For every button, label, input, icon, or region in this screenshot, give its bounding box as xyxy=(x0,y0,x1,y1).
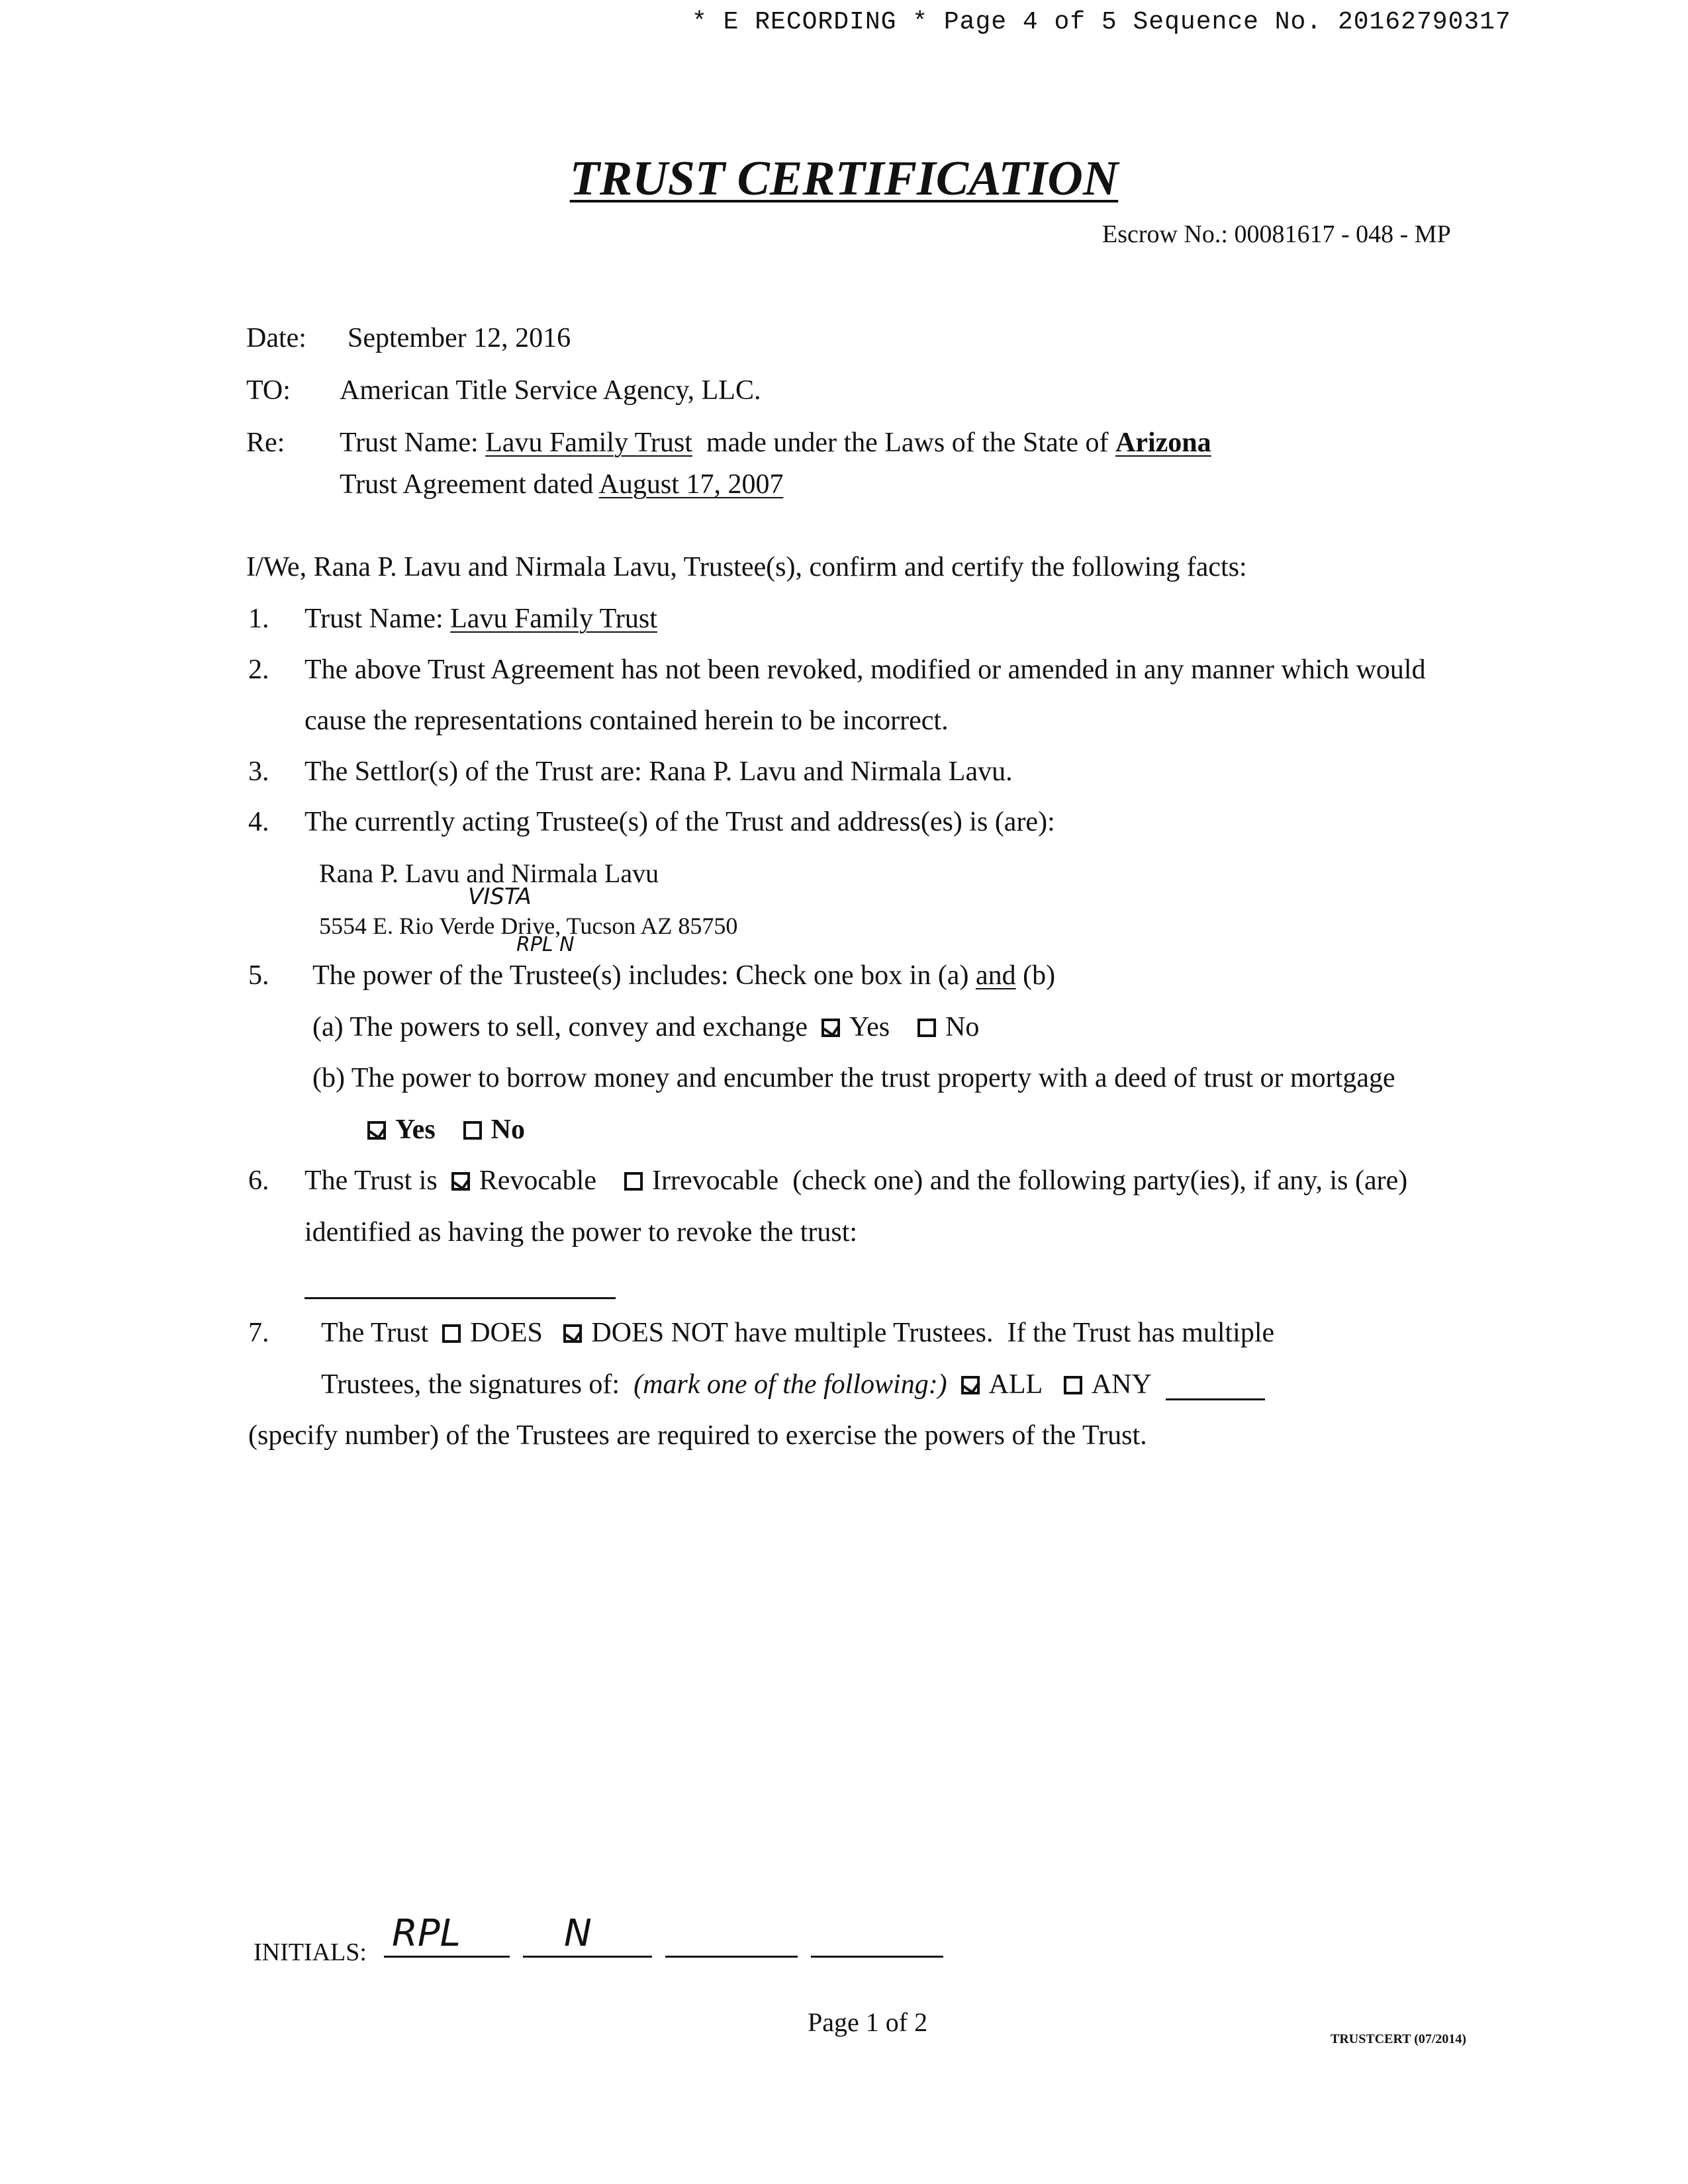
item-5a-label: (a) xyxy=(312,1012,344,1042)
trustee-address: 5554 E. Rio Verde Drive, Tucson AZ 85750 xyxy=(319,913,738,939)
no-label: No xyxy=(945,1012,980,1042)
item-7-prefix: The Trust xyxy=(321,1318,429,1348)
date-label: Date: xyxy=(246,323,306,353)
item-5a-no-checkbox[interactable] xyxy=(917,1019,936,1037)
intro-statement: I/We, Rana P. Lavu and Nirmala Lavu, Trustee(s), confirm and certify the following facts: xyxy=(246,552,1247,582)
trustee-names: Rana P. Lavu and Nirmala Lavu xyxy=(319,858,659,888)
revoke-party-blank[interactable] xyxy=(305,1287,616,1299)
form-code: TRUSTCERT (07/2014) xyxy=(1331,2032,1467,2046)
item-5a-yes-checkbox[interactable] xyxy=(821,1019,840,1037)
irrevocable-label: Irrevocable xyxy=(651,1165,779,1196)
item-6-prefix: The Trust is xyxy=(305,1165,438,1196)
item-5b-yes-checkbox[interactable] xyxy=(367,1121,386,1140)
initial-field-3[interactable] xyxy=(665,1916,798,1958)
re-trust-name: Lavu Family Trust xyxy=(485,428,692,458)
re-agreement-date: August 17, 2007 xyxy=(598,469,784,500)
item-5b-label: (b) xyxy=(312,1063,345,1093)
re-line-1 xyxy=(340,427,1211,459)
escrow-label: Escrow No.: xyxy=(1102,220,1228,248)
initial-field-1[interactable] xyxy=(384,1912,510,1958)
re-label: Re: xyxy=(246,428,285,458)
any-number-blank[interactable] xyxy=(1166,1379,1265,1400)
to-value: American Title Service Agency, LLC. xyxy=(340,375,761,406)
item-number: 2. xyxy=(248,655,269,685)
revocable-checkbox[interactable] xyxy=(451,1172,470,1191)
item-number: 4. xyxy=(248,807,269,837)
initial-field-4[interactable] xyxy=(811,1916,943,1958)
item-number: 7. xyxy=(248,1318,269,1348)
does-not-label: DOES NOT have multiple Trustees. xyxy=(591,1318,994,1348)
re-trust-name-label: Trust Name: xyxy=(340,428,479,458)
initial-2-handwritten: N xyxy=(564,1912,592,1955)
item-number: 6. xyxy=(248,1165,269,1196)
escrow-value: 00081617 - 048 - MP xyxy=(1234,220,1451,248)
revocable-label: Revocable xyxy=(479,1165,596,1196)
item-2-line-1: The above Trust Agreement has not been revoked, modified or amended in any manner which would xyxy=(305,655,1426,685)
re-agreement-label: Trust Agreement dated xyxy=(340,469,594,500)
re-laws-text: made under the Laws of the State of xyxy=(706,428,1109,458)
item-5b-text: The power to borrow money and encumber the trust property with a deed of trust or mortgage xyxy=(351,1063,1395,1093)
item-number: 5. xyxy=(248,960,269,991)
item-5-suffix: (b) xyxy=(1023,960,1056,991)
item-7-suffix: If the Trust has multiple xyxy=(1007,1318,1275,1348)
does-checkbox[interactable] xyxy=(442,1324,461,1343)
does-label: DOES xyxy=(470,1318,543,1348)
initial-field-2[interactable] xyxy=(523,1912,652,1958)
item-2-line-2: cause the representations contained herein to be incorrect. xyxy=(305,705,949,736)
item-5b xyxy=(312,1062,1395,1094)
no-label: No xyxy=(491,1115,526,1145)
initial-1-handwritten: RPL xyxy=(392,1912,461,1955)
item-6-suffix: (check one) and the following party(ies), if any, is (are) xyxy=(792,1165,1408,1196)
yes-label: Yes xyxy=(849,1012,890,1042)
item-5a xyxy=(312,1011,979,1043)
any-checkbox[interactable] xyxy=(1064,1376,1082,1394)
item-7-instruction: (mark one of the following:) xyxy=(633,1369,947,1400)
any-label: ANY xyxy=(1091,1369,1152,1400)
escrow-number xyxy=(1102,220,1451,249)
all-checkbox[interactable] xyxy=(961,1376,980,1394)
irrevocable-checkbox[interactable] xyxy=(624,1172,643,1191)
item-5-and: and xyxy=(975,960,1016,991)
item-7-signatures-label: Trustees, the signatures of: xyxy=(321,1369,620,1400)
item-1 xyxy=(305,603,657,635)
item-6-line-1 xyxy=(305,1165,1407,1197)
item-5-text: The power of the Trustee(s) includes: Check one box in (a) xyxy=(312,960,969,991)
item-number: 1. xyxy=(248,604,269,634)
recording-header: * E RECORDING * Page 4 of 5 Sequence No. 20162790317 xyxy=(692,8,1511,36)
re-state: Arizona xyxy=(1115,428,1211,458)
handwritten-initials-correction: RPL N xyxy=(516,933,575,956)
re-line-2 xyxy=(340,469,783,500)
item-5b-no-checkbox[interactable] xyxy=(463,1121,482,1140)
title-text: TRUST CERTIFICATION xyxy=(569,152,1119,206)
item-3: The Settlor(s) of the Trust are: Rana P. Lavu and Nirmala Lavu. xyxy=(305,756,1013,787)
does-not-checkbox[interactable] xyxy=(563,1324,582,1343)
initials-label: INITIALS: xyxy=(254,1938,367,1966)
document-title xyxy=(0,151,1688,207)
item-7-line-2 xyxy=(321,1369,1265,1400)
item-number: 3. xyxy=(248,756,269,787)
item-1-label: Trust Name: xyxy=(305,604,444,634)
all-label: ALL xyxy=(988,1369,1043,1400)
item-1-trust-name: Lavu Family Trust xyxy=(450,604,657,634)
date-value: September 12, 2016 xyxy=(348,323,571,353)
item-7-line-1 xyxy=(321,1317,1274,1349)
item-6-line-2: identified as having the power to revoke the trust: xyxy=(305,1217,858,1248)
item-7-line-3: (specify number) of the Trustees are required to exercise the powers of the Trust. xyxy=(248,1420,1147,1451)
item-5b-options xyxy=(367,1114,525,1146)
item-5 xyxy=(312,960,1055,991)
to-label: TO: xyxy=(246,375,291,406)
item-5a-text: The powers to sell, convey and exchange xyxy=(350,1012,808,1042)
item-4: The currently acting Trustee(s) of the Trust and address(es) is (are): xyxy=(305,807,1055,837)
handwritten-correction: VISTA xyxy=(468,884,532,910)
yes-label: Yes xyxy=(395,1115,436,1145)
page-number: Page 1 of 2 xyxy=(808,2007,928,2037)
